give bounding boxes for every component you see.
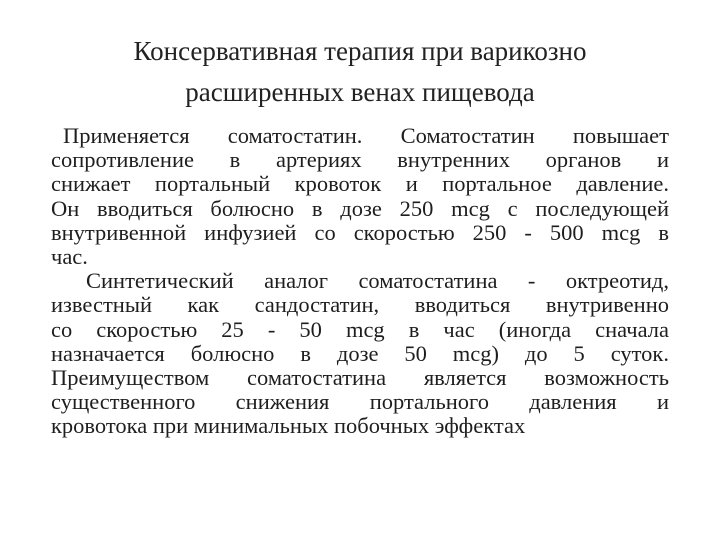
text-line: час. [51, 243, 88, 269]
text-line: существенного снижения портального давления и [51, 389, 669, 415]
text-line: Преимуществом соматостатина является возможность [51, 364, 669, 390]
title-line: Консервативная терапия при варикозно [133, 36, 587, 66]
slide-body [51, 124, 669, 438]
text-line: кровотока при минимальных побочных эффектах [51, 413, 526, 439]
text-line: сопротивление в артериях внутренних органов и [51, 147, 669, 173]
text-line: Синтетический аналог соматостатина - октреотид, [86, 268, 669, 294]
text-line: внутривенной инфузией со скоростью 250 - 500 mcg в [51, 219, 669, 245]
slide-title [40, 31, 680, 113]
text-line: Применяется соматостатин. Соматостатин повышает [63, 123, 669, 148]
text-line: со скоростью 25 - 50 mcg в час (иногда сначала [51, 316, 669, 342]
text-line: назначается болюсно в дозе 50 mcg) до 5 суток. [51, 340, 669, 366]
title-line: расширенных венах пищевода [185, 77, 535, 107]
paragraph-somatostatin [51, 124, 669, 269]
text-line: снижает портальный кровоток и портальное давление. [51, 171, 669, 197]
text-line: известный как сандостатин, вводиться внутривенно [51, 292, 669, 318]
paragraph-octreotide [51, 269, 669, 438]
text-line: Он вводиться болюсно в дозе 250 mcg с последующей [51, 195, 669, 221]
